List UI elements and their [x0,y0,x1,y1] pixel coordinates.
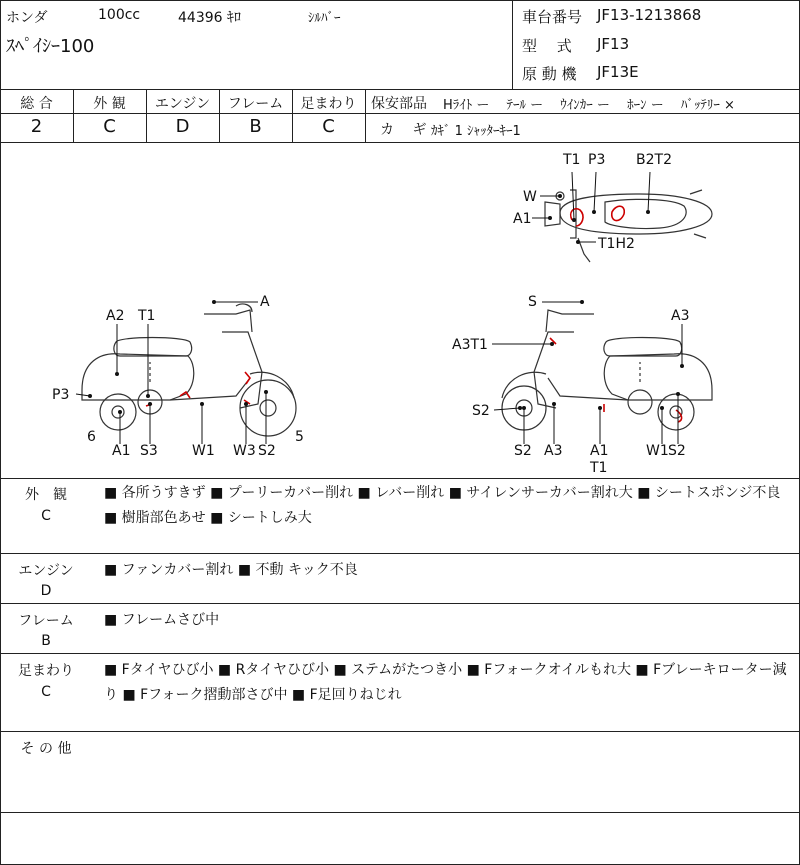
line-grade-5 [365,89,366,142]
line-header-split [512,0,513,89]
top-label-p3: P3 [588,152,606,168]
top-view-tail [690,190,706,238]
right-label-s: S [528,294,537,310]
top-label-t1: T1 [563,152,581,168]
grade-header-exterior: 外 観 [93,96,126,112]
remark-grade-exterior: C [41,508,51,524]
top-view-damage-2 [612,206,625,220]
right-label-t1: T1 [590,460,608,476]
right-label-a1: A1 [590,443,609,459]
mileage: 44396 ｷﾛ [178,10,241,26]
left-label-p3: P3 [52,387,70,403]
remark-label-other: そ の 他 [20,741,72,757]
remark-label-exterior: 外 観 [25,487,67,503]
right-label-s2-rear: S2 [668,443,686,459]
left-label-t1: T1 [138,308,156,324]
damage-diagram [0,142,800,478]
parts-items: Hﾗｲﾄ ー ﾃｰﾙ ー ｳｲﾝｶｰ ー ﾎｰﾝ ー ﾊﾞｯﾃﾘｰ × [443,98,735,113]
color: ｼﾙﾊﾞｰ [308,11,341,26]
right-view-rear-hub [670,406,682,418]
parts-label: 保安部品 [371,96,427,112]
top-label-a1: A1 [513,211,532,227]
right-label-a3t1: A3T1 [452,337,488,353]
remark-grade-frame: B [41,633,51,649]
grade-header-engine: エンジン [154,96,211,112]
remark-label-suspension: 足まわり [18,663,74,679]
grade-header-suspension: 足まわり [300,96,357,112]
key-value: ｶｷﾞ 1 ｼｬｯﾀｰｷｰ1 [431,124,521,139]
right-view-seat [604,338,682,357]
right-view-rear-body [604,354,712,400]
left-label-a1: A1 [112,443,131,459]
line-remark-5 [0,812,800,813]
model-code-label: 型 式 [522,37,572,55]
displacement: 100cc [98,7,141,23]
frame-no-label: 車台番号 [522,8,583,26]
line-top [0,0,800,1]
right-view-leaders [492,302,682,444]
right-view-front-fender [502,372,546,398]
left-view-seat [114,338,192,357]
line-remark-3 [0,653,800,654]
right-label-s2: S2 [472,403,490,419]
model-name: ｽﾍﾟｲｼｰ100 [6,36,95,57]
line-diagram-bottom [0,478,800,479]
left-view-front-fender [250,372,294,398]
top-view-damage-1 [571,209,583,226]
line-remark-1 [0,553,800,554]
line-grade-mid [0,113,800,114]
grade-value-engine: D [175,116,190,137]
grade-value-overall: 2 [30,116,43,137]
top-view-seat [605,199,686,228]
right-side-view [502,310,712,430]
top-label-b2t2: B2T2 [636,152,672,168]
grade-value-suspension: C [322,116,335,137]
left-view-rear-body [82,354,194,400]
maker: ホンダ [6,10,48,26]
right-label-a3: A3 [671,308,690,324]
grade-value-exterior: C [103,116,116,137]
remark-text-engine: ■ ファンカバー割れ ■ 不動 キック不良 [104,562,358,578]
remark-label-engine: エンジン [18,563,74,579]
top-view-front [545,202,560,226]
left-view-leaders [76,302,266,444]
left-view-damage-1 [245,372,250,384]
right-label-w1: W1 [646,443,669,459]
left-label-a: A [260,294,270,310]
right-label-a3-bottom: A3 [544,443,563,459]
remark-text-exterior: ■ 各所うすきず ■ プーリーカバー削れ ■ レバー削れ ■ サイレンサーカバー割れ大 ■ シートスポンジ不良 ■ 樹脂部色あせ ■ シートしみ大 [104,485,781,526]
left-view-handlebar [204,310,252,332]
grade-header-frame: フレーム [227,96,284,112]
left-view-front-wheel [240,380,296,436]
engine-label: 原 動 機 [522,65,577,83]
engine-code: JF13E [597,63,639,81]
top-label-t1h2: T1H2 [598,236,635,252]
grade-value-frame: B [249,116,262,137]
line-remark-4 [0,731,800,732]
left-label-a2: A2 [106,308,125,324]
right-label-s2-bottom: S2 [514,443,532,459]
line-remark-2 [0,603,800,604]
left-label-five: 5 [295,429,304,445]
left-view-floor [170,378,250,400]
key-label: カ ギ [380,122,427,138]
left-label-s3: S3 [140,443,158,459]
frame-no: JF13-1213868 [597,6,702,24]
line-header-bottom [0,89,800,90]
right-view-damage-3 [676,410,682,422]
remark-grade-suspension: C [41,684,51,700]
remark-text-suspension: ■ Fタイヤひび小 ■ Rタイヤひび小 ■ ステムがたつき小 ■ Fフォークオイルもれ大 ■ Fブレーキローター減り ■ Fフォーク摺動部さび中 ■ F足回りねじれ [104,662,787,703]
remark-grade-engine: D [40,583,52,599]
right-view-handlebar [546,310,594,332]
left-label-w3: W3 [233,443,256,459]
left-label-s2: S2 [258,443,276,459]
left-view-front-hub [260,400,276,416]
remark-label-frame: フレーム [18,613,74,629]
right-view-floor [548,378,628,400]
left-label-w1: W1 [192,443,215,459]
left-label-six: 6 [87,429,96,445]
model-code: JF13 [597,35,630,53]
grade-header-overall: 総 合 [20,96,53,112]
right-view-engine [628,390,652,414]
remark-text-frame: ■ フレームさび中 [104,612,220,628]
top-label-w: W [523,189,537,205]
